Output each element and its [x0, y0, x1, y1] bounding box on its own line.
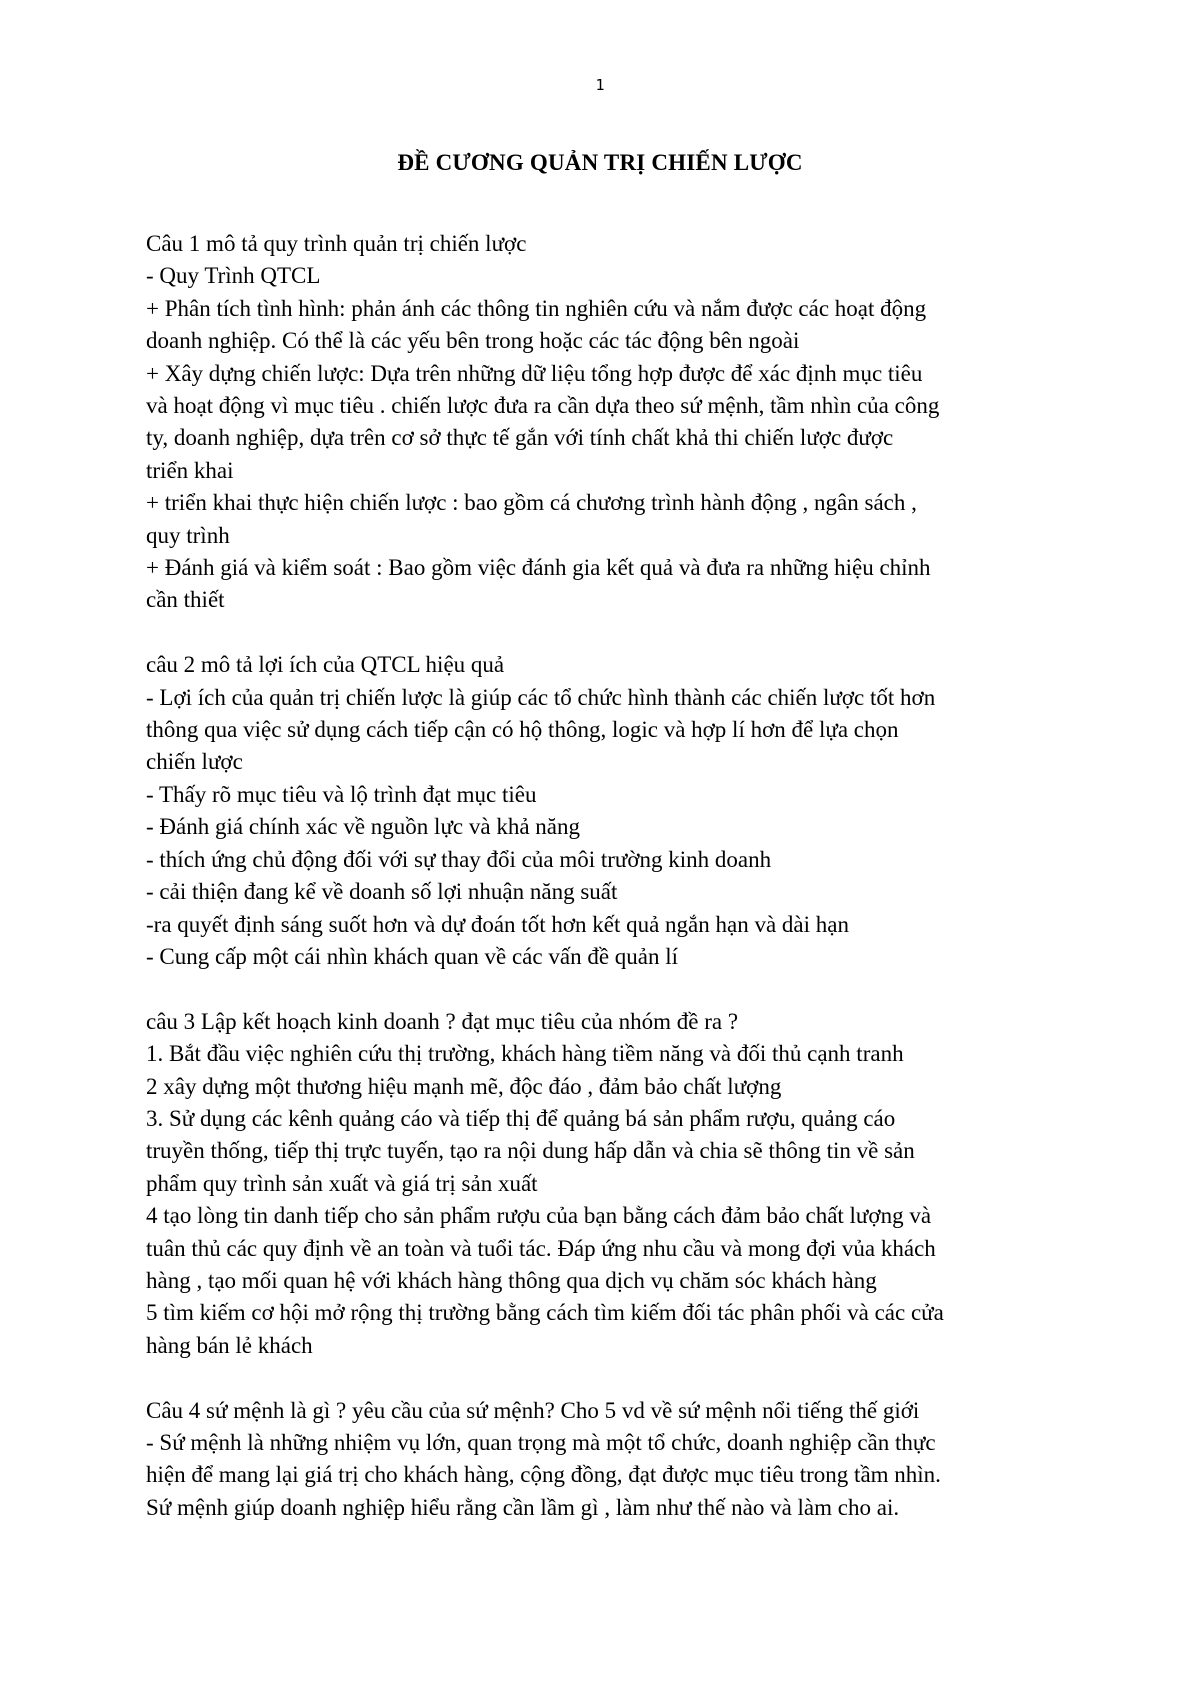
text-line: 5 tìm kiếm cơ hội mở rộng thị trường bằng cách tìm kiếm đối tác phân phối và các cửa [146, 1300, 944, 1326]
question-section [146, 228, 1076, 617]
text-line: hàng bán lẻ khách [146, 1332, 313, 1358]
text-line: - Lợi ích của quản trị chiến lược là giúp các tổ chức hình thành các chiến lược tốt hơn [146, 684, 936, 710]
text-line: truyền thống, tiếp thị trực tuyến, tạo ra nội dung hấp dẫn và chia sẽ thông tin về sản [146, 1138, 915, 1164]
text-line: - Đánh giá chính xác về nguồn lực và khả năng [146, 814, 580, 840]
text-line: + Phân tích tình hình: phản ánh các thông tin nghiên cứu và nắm được các hoạt động [146, 295, 927, 321]
text-line: và hoạt động vì mục tiêu . chiến lược đưa ra cần dựa theo sứ mệnh, tầm nhìn của công [146, 393, 940, 419]
text-line: -ra quyết định sáng suốt hơn và dự đoán tốt hơn kết quả ngắn hạn và dài hạn [146, 911, 849, 937]
text-line: - Cung cấp một cái nhìn khách quan về các vấn đề quản lí [146, 943, 679, 969]
text-line: ty, doanh nghiệp, dựa trên cơ sở thực tế gắn với tính chất khả thi chiến lược được [146, 425, 894, 451]
document-title: ĐỀ CƯƠNG QUẢN TRỊ CHIẾN LƯỢC [397, 150, 803, 175]
question-section [146, 1395, 1076, 1525]
text-line: hàng , tạo mối quan hệ với khách hàng thông qua dịch vụ chăm sóc khách hàng [146, 1267, 877, 1293]
document-body [146, 228, 1076, 1557]
text-line: - Sứ mệnh là những nhiệm vụ lớn, quan trọng mà một tổ chức, doanh nghiệp cần thực [146, 1429, 936, 1455]
text-line: + Đánh giá và kiểm soát : Bao gồm việc đánh gia kết quả và đưa ra những hiệu chỉnh [146, 555, 931, 581]
text-line: 3. Sử dụng các kênh quảng cáo và tiếp thị để quảng bá sản phẩm rượu, quảng cáo [146, 1105, 896, 1131]
question-section [146, 1006, 1076, 1362]
question-section [146, 649, 1076, 973]
text-line: chiến lược [146, 749, 243, 775]
text-line: thông qua việc sử dụng cách tiếp cận có hộ thông, logic và hợp lí hơn để lựa chọn [146, 717, 899, 743]
question-heading: Câu 1 mô tả quy trình quản trị chiến lược [146, 231, 527, 256]
text-line: phẩm quy trình sản xuất và giá trị sản xuất [146, 1170, 538, 1196]
text-line: + triển khai thực hiện chiến lược : bao gồm cá chương trình hành động , ngân sách , [146, 490, 917, 516]
text-line: + Xây dựng chiến lược: Dựa trên những dữ liệu tổng hợp được để xác định mục tiêu [146, 360, 923, 386]
text-line: hiện để mang lại giá trị cho khách hàng, cộng đồng, đạt được mục tiêu trong tầm nhìn. [146, 1462, 941, 1488]
text-line: triển khai [146, 457, 234, 483]
text-line: quy trình [146, 522, 230, 548]
text-line: - thích ứng chủ động đối với sự thay đổi của môi trường kinh doanh [146, 846, 772, 872]
page-number: 1 [595, 76, 605, 94]
text-line: - Quy Trình QTCL [146, 263, 321, 289]
text-line: 2 xây dựng một thương hiệu mạnh mẽ, độc đáo , đảm bảo chất lượng [146, 1073, 782, 1099]
question-heading: câu 3 Lập kết hoạch kinh doanh ? đạt mục tiêu của nhóm đề ra ? [146, 1008, 739, 1034]
text-line: 1. Bắt đầu việc nghiên cứu thị trường, khách hàng tiềm năng và đối thủ cạnh tranh [146, 1041, 904, 1067]
text-line: doanh nghiệp. Có thể là các yếu bên trong hoặc các tác động bên ngoài [146, 328, 800, 354]
question-heading: câu 2 mô tả lợi ích của QTCL hiệu quả [146, 652, 505, 678]
text-line: tuân thủ các quy định về an toàn và tuổi tác. Đáp ứng nhu cầu và mong đợi vủa khách [146, 1235, 936, 1261]
text-line: Sứ mệnh giúp doanh nghiệp hiểu rằng cần lầm gì , làm như thế nào và làm cho ai. [146, 1494, 900, 1520]
text-line: - Thấy rõ mục tiêu và lộ trình đạt mục tiêu [146, 781, 537, 807]
text-line: 4 tạo lòng tin danh tiếp cho sản phẩm rượu của bạn bằng cách đảm bảo chất lượng và [146, 1203, 932, 1229]
text-line: - cải thiện đang kể về doanh số lợi nhuận năng suất [146, 879, 618, 905]
text-line: cần thiết [146, 587, 225, 613]
question-heading: Câu 4 sứ mệnh là gì ? yêu cầu của sứ mệnh? Cho 5 vd về sứ mệnh nổi tiếng thế giới [146, 1397, 920, 1423]
